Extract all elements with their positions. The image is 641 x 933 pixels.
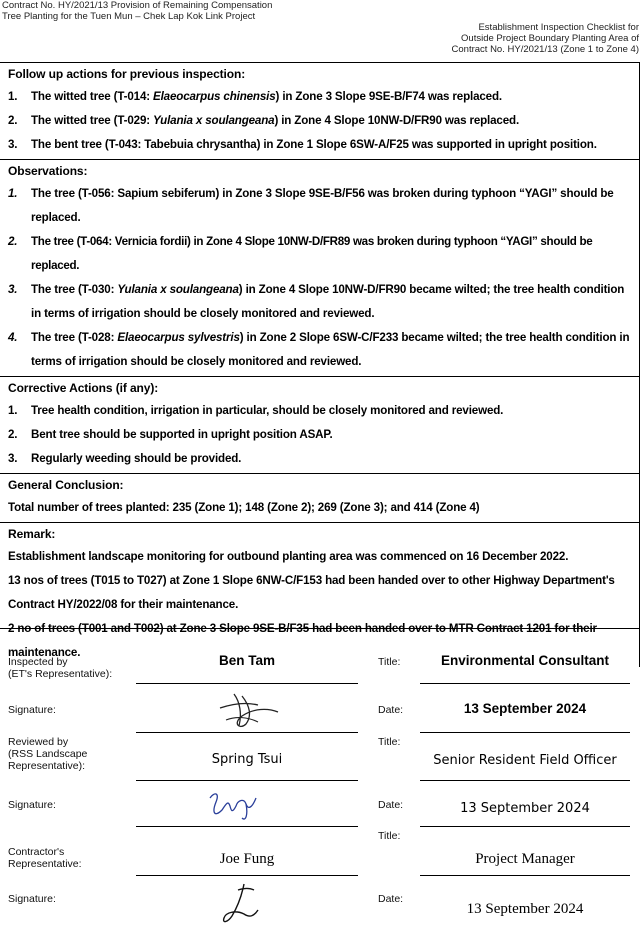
remark-paragraph: 2 no of trees (T001 and T002) at Zone 3 Slope 9SE-B/F35 had been handed over to MTR Contract 1201 for their maintenance. <box>8 622 597 659</box>
corrective-title: Corrective Actions (if any): <box>8 381 159 395</box>
date-label: Date: <box>378 704 404 716</box>
corrective-section <box>0 377 639 474</box>
inspection-table <box>0 62 640 667</box>
checklist-title-1: Establishment Inspection Checklist for <box>478 22 639 33</box>
follow-up-section <box>0 63 639 160</box>
signature-line <box>136 875 358 876</box>
header-right <box>452 22 639 55</box>
et-title: Environmental Consultant <box>440 653 609 668</box>
list-item: 1. The witted tree (T-014: Elaeocarpus chinensis) in Zone 3 Slope 9SE-B/F74 was replaced. <box>8 90 502 103</box>
signature-line <box>136 780 358 781</box>
et-signature-image <box>212 686 286 732</box>
rss-signature-image <box>204 784 264 824</box>
inspector-name: Ben Tam <box>218 653 275 668</box>
title-label: Title: <box>378 736 401 748</box>
reviewed-by-label: Reviewed by (RSS Landscape Representative): <box>8 736 88 772</box>
title-label: Title: <box>378 830 401 842</box>
contractor-date: 13 September 2024 <box>466 901 584 917</box>
list-item: 4. The tree (T-028: Elaeocarpus sylvestris) in Zone 2 Slope 6SW-C/F233 became wilted; the tree health condition in terms of irrigation should be closely monitored and reviewed. <box>8 331 630 368</box>
signature-line <box>420 875 630 876</box>
signature-label: Signature: <box>8 799 56 811</box>
list-item: 3. Regularly weeding should be provided. <box>8 452 242 465</box>
remark-paragraph: 13 nos of trees (T015 to T027) at Zone 1 Slope 6NW-C/F153 had been handed over to other Highway Department's Contract HY/2022/08 for their maintenance. <box>8 574 615 611</box>
signature-line <box>136 732 358 733</box>
signature-line <box>136 683 358 684</box>
contractor-signature-image <box>214 880 264 930</box>
list-item: 2. Bent tree should be supported in upright position ASAP. <box>8 428 333 441</box>
list-item: 1. The tree (T-056: Sapium sebiferum) in Zone 3 Slope 9SE-B/F56 was broken during typhoon “YAGI” should be replaced. <box>8 187 614 224</box>
contractor-label: Contractor's Representative: <box>8 846 82 870</box>
conclusion-title: General Conclusion: <box>8 478 124 492</box>
reviewer-name: Spring Tsui <box>211 752 283 767</box>
signature-label: Signature: <box>8 893 56 905</box>
list-item: 1. Tree health condition, irrigation in particular, should be closely monitored and reviewed. <box>8 404 504 417</box>
remark-paragraph: Establishment landscape monitoring for outbound planting area was commenced on 16 December 2022. <box>8 550 569 563</box>
remark-title: Remark: <box>8 527 56 541</box>
remark-section <box>0 523 639 667</box>
observations-title: Observations: <box>8 164 88 178</box>
list-item: 3. The tree (T-030: Yulania x soulangeana) in Zone 4 Slope 10NW-D/FR90 became wilted; the tree health condition in terms of irrigation should be closely monitored and reviewed. <box>8 283 625 320</box>
signature-line <box>136 826 358 827</box>
list-item: 2. The tree (T-064: Vernicia fordii) in Zone 4 Slope 10NW-D/FR89 was broken during typhoon “YAGI” should be replaced. <box>8 235 593 272</box>
checklist-title-3: Contract No. HY/2021/13 (Zone 1 to Zone 4) <box>451 44 639 55</box>
list-item: 3. The bent tree (T-043: Tabebuia chrysantha) in Zone 1 Slope 6SW-A/F25 was supported in upright position. <box>8 138 597 151</box>
header-left <box>2 0 272 22</box>
signature-line <box>420 826 630 827</box>
contractor-title: Project Manager <box>475 851 575 867</box>
date-label: Date: <box>378 893 404 905</box>
conclusion-section <box>0 474 639 523</box>
contractor-name: Joe Fung <box>219 851 275 867</box>
observations-section <box>0 160 639 377</box>
signature-label: Signature: <box>8 704 56 716</box>
contract-title: Contract No. HY/2021/13 Provision of Remaining Compensation <box>2 0 273 11</box>
conclusion-text: Total number of trees planted: 235 (Zone 1); 148 (Zone 2); 269 (Zone 3); and 414 (Zone 4) <box>8 501 480 514</box>
et-date: 13 September 2024 <box>463 701 587 716</box>
signature-line <box>420 683 630 684</box>
project-title: Tree Planting for the Tuen Mun – Chek Lap Kok Link Project <box>2 11 256 22</box>
follow-up-title: Follow up actions for previous inspection: <box>8 67 246 81</box>
inspected-by-label: Inspected by (ET's Representative): <box>8 656 113 680</box>
rss-date: 13 September 2024 <box>460 801 590 816</box>
date-label: Date: <box>378 799 404 811</box>
title-label: Title: <box>378 656 401 668</box>
table-bottom-border <box>0 628 640 629</box>
signature-line <box>420 732 630 733</box>
list-item: 2. The witted tree (T-029: Yulania x soulangeana) in Zone 4 Slope 10NW-D/FR90 was replaced. <box>8 114 520 127</box>
checklist-title-2: Outside Project Boundary Planting Area of <box>461 33 639 44</box>
signature-line <box>420 780 630 781</box>
rss-title: Senior Resident Field Officer <box>433 753 617 768</box>
